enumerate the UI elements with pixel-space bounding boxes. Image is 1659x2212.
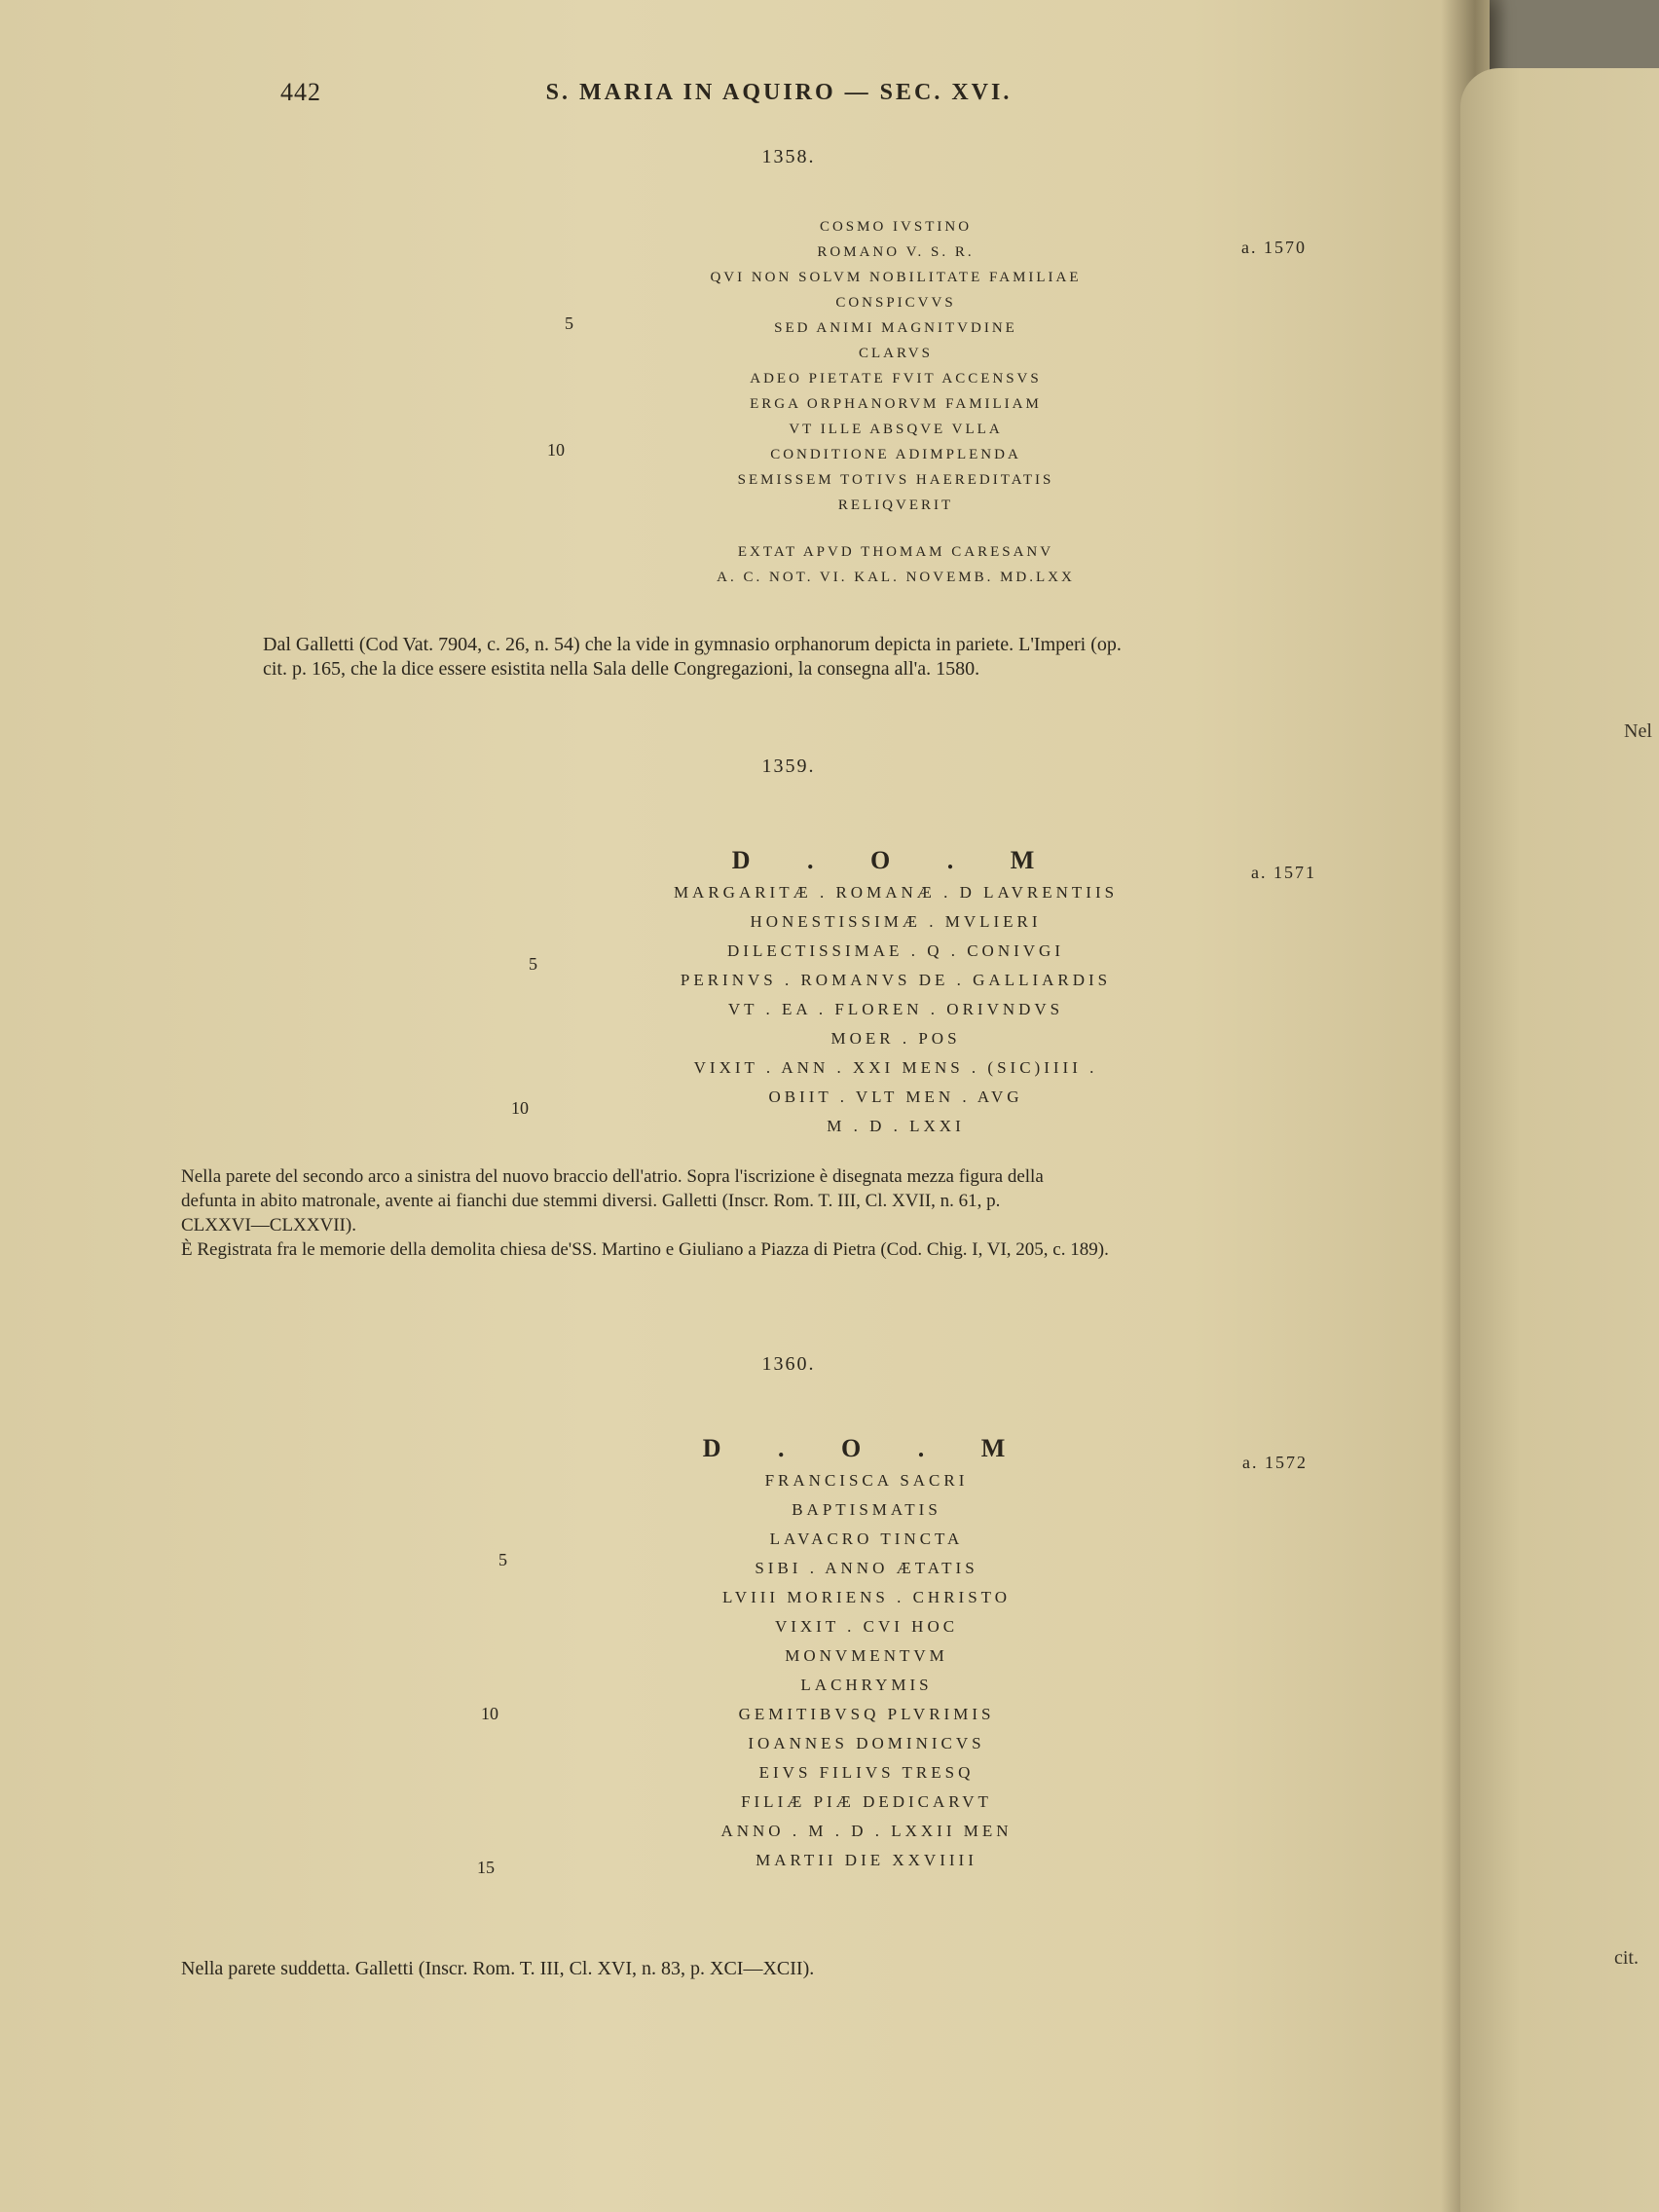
adjacent-page	[1460, 68, 1659, 2212]
inscription-line: ROMANO V. S. R.	[817, 244, 975, 260]
inscription-line: COSMO IVSTINO	[819, 219, 973, 235]
inscription-line: HONESTISSIMÆ . MVLIERI	[750, 912, 1042, 931]
entry-number-1359: 1359.	[761, 756, 816, 777]
inscription-1359	[545, 843, 1246, 1141]
inscription-1358	[545, 214, 1246, 590]
inscription-line: QVI NON SOLVM NOBILITATE FAMILIAE	[710, 270, 1082, 285]
inscription-line: ANNO . M . D . LXXII MEN	[720, 1822, 1013, 1840]
inscription-line: MOER . POS	[830, 1029, 961, 1048]
inscription-line: LVIII MORIENS . CHRISTO	[721, 1588, 1012, 1606]
inscription-source-line: EXTAT APVD THOMAM CARESANV	[737, 544, 1054, 560]
note-line: cit. p. 165, che la dice essere esistita nella Sala delle Congregazioni, la consegna all'a. 1580.	[263, 658, 980, 680]
inscription-line: ADEO PIETATE FVIT ACCENSVS	[750, 371, 1042, 387]
inscription-line: MARTII DIE XXVIIII	[756, 1851, 977, 1869]
inscription-line: OBIIT . VLT MEN . AVG	[768, 1088, 1023, 1106]
line-marker-10: 10	[547, 440, 565, 460]
inscription-line: SED ANIMI MAGNITVDINE	[774, 320, 1017, 336]
note-line: Nella parete del secondo arco a sinistra del nuovo braccio dell'atrio. Sopra l'iscrizione è disegnata mezza figura della	[181, 1166, 1044, 1187]
inscription-line: M . D . LXXI	[827, 1117, 965, 1135]
inscription-line: VIXIT . CVI HOC	[774, 1617, 959, 1636]
inscription-line: EIVS FILIVS TRESQ	[758, 1763, 975, 1782]
running-title: S. MARIA IN AQUIRO — SEC. XVI.	[545, 80, 1013, 105]
inscription-line: DILECTISSIMAE . Q . CONIVGI	[727, 941, 1064, 960]
note-1360	[181, 1957, 814, 1981]
inscription-heading: D . O . M	[731, 846, 1060, 874]
inscription-line: RELIQVERIT	[837, 498, 954, 513]
line-marker-5: 5	[529, 954, 537, 974]
adjacent-page-fragment: Nel	[1624, 720, 1652, 742]
inscription-source-line: A. C. NOT. VI. KAL. NOVEMB. MD.LXX	[717, 570, 1075, 585]
line-marker-5: 5	[498, 1550, 507, 1569]
note-line: CLXXVI—CLXXVII).	[181, 1215, 356, 1235]
inscription-line: CONDITIONE ADIMPLENDA	[770, 447, 1021, 462]
inscription-line: LAVACRO TINCTA	[769, 1530, 964, 1548]
entry-date-1359: a. 1571	[1251, 863, 1316, 882]
inscription-line: SIBI . ANNO ÆTATIS	[755, 1559, 978, 1577]
adjacent-page-fragment: cit.	[1614, 1947, 1639, 1969]
entry-date-1360: a. 1572	[1242, 1453, 1308, 1472]
inscription-line: CLARVS	[859, 346, 933, 361]
entry-number-1360: 1360.	[761, 1353, 816, 1375]
inscription-line: MARGARITÆ . ROMANÆ . D LAVRENTIIS	[673, 883, 1119, 902]
inscription-line: SEMISSEM TOTIVS HAEREDITATIS	[737, 472, 1054, 488]
inscription-line: VT ILLE ABSQVE VLLA	[789, 422, 1003, 437]
inscription-line: VIXIT . ANN . XXI MENS . (SIC)IIII .	[693, 1058, 1098, 1077]
inscription-line: ERGA ORPHANORVM FAMILIAM	[750, 396, 1042, 412]
inscription-1360	[516, 1431, 1217, 1875]
inscription-line: BAPTISMATIS	[792, 1500, 941, 1519]
note-line: defunta in abito matronale, avente ai fianchi due stemmi diversi. Galletti (Inscr. Rom. T. III, Cl. XVII, n. 61, p.	[181, 1191, 1001, 1211]
inscription-line: LACHRYMIS	[800, 1676, 933, 1694]
entry-date-1358: a. 1570	[1241, 238, 1307, 257]
note-1358	[263, 633, 1122, 682]
page-number: 442	[280, 78, 321, 106]
inscription-line: PERINVS . ROMANVS DE . GALLIARDIS	[680, 971, 1112, 989]
inscription-line: VT . EA . FLOREN . ORIVNDVS	[727, 1000, 1064, 1018]
line-marker-10: 10	[511, 1098, 529, 1118]
note-line: Nella parete suddetta. Galletti (Inscr. Rom. T. III, Cl. XVI, n. 83, p. XCI—XCII).	[181, 1958, 815, 1979]
inscription-line: FRANCISCA SACRI	[764, 1471, 969, 1490]
inscription-line: GEMITIBVSQ PLVRIMIS	[738, 1705, 995, 1723]
line-marker-15: 15	[477, 1858, 495, 1877]
inscription-line: CONSPICVVS	[835, 295, 956, 311]
inscription-line: FILIÆ PIÆ DEDICARVT	[741, 1792, 992, 1811]
note-1359	[181, 1164, 1109, 1262]
line-marker-10: 10	[481, 1704, 498, 1723]
note-line: Dal Galletti (Cod Vat. 7904, c. 26, n. 54) che la vide in gymnasio orphanorum depicta in pariete. L'Imperi (op.	[263, 634, 1122, 655]
inscription-line: MONVMENTVM	[785, 1646, 948, 1665]
entry-number-1358: 1358.	[761, 146, 816, 167]
note-line: È Registrata fra le memorie della demolita chiesa de'SS. Martino e Giuliano a Piazza di Pietra (Cod. Chig. I, VI, 205, c. 189).	[181, 1239, 1109, 1260]
line-marker-5: 5	[565, 313, 573, 333]
inscription-line: IOANNES DOMINICVS	[748, 1734, 985, 1752]
inscription-heading: D . O . M	[702, 1434, 1031, 1462]
